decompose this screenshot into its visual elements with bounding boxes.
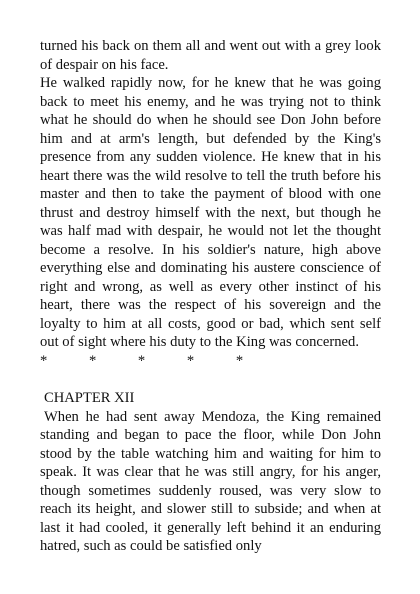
separator-star: * xyxy=(186,352,195,369)
spacer xyxy=(40,370,381,389)
separator-star: * xyxy=(137,352,146,369)
page-content xyxy=(40,37,381,556)
paragraph-continuation: turned his back on them all and went out with a grey look of despair on his face. xyxy=(40,38,381,73)
separator-star: * xyxy=(88,352,97,369)
separator-star: * xyxy=(235,352,244,369)
paragraph-body: He walked rapidly now, for he knew that he was going back to meet his enemy, and he was trying not to think what he should do when he should see Don John before him and at arm's length, but defended by the King's presence from any sudden violence. He knew that in his heart there was the wild resolve to tell the truth before his master and then to take the payment of blood with one thrust and destroy himself with the next, but though he was half mad with despair, he would not let the thought become a resolve. In his soldier's nature, high above everything else and dominating his austere conscience of right and wrong, as well as every other instinct of his heart, there was the respect of his sovereign and the loyalty to him at all costs, good or bad, which sent self out of sight where his duty to the King was concerned. xyxy=(40,75,381,350)
chapter-heading: CHAPTER XII xyxy=(44,390,135,406)
section-separator xyxy=(40,352,381,371)
separator-star: * xyxy=(40,352,48,369)
chapter-paragraph: When he had sent away Mendoza, the King remained standing and began to pace the floor, while Don John stood by the table watching him and waiting for him to speak. It was clear that he was still angry, for his anger, though sometimes suddenly roused, was very slow to reach its height, and slower still to subside; and when at last it had cooled, it generally left behind it an enduring hatred, such as could be satisfied only xyxy=(40,408,381,554)
